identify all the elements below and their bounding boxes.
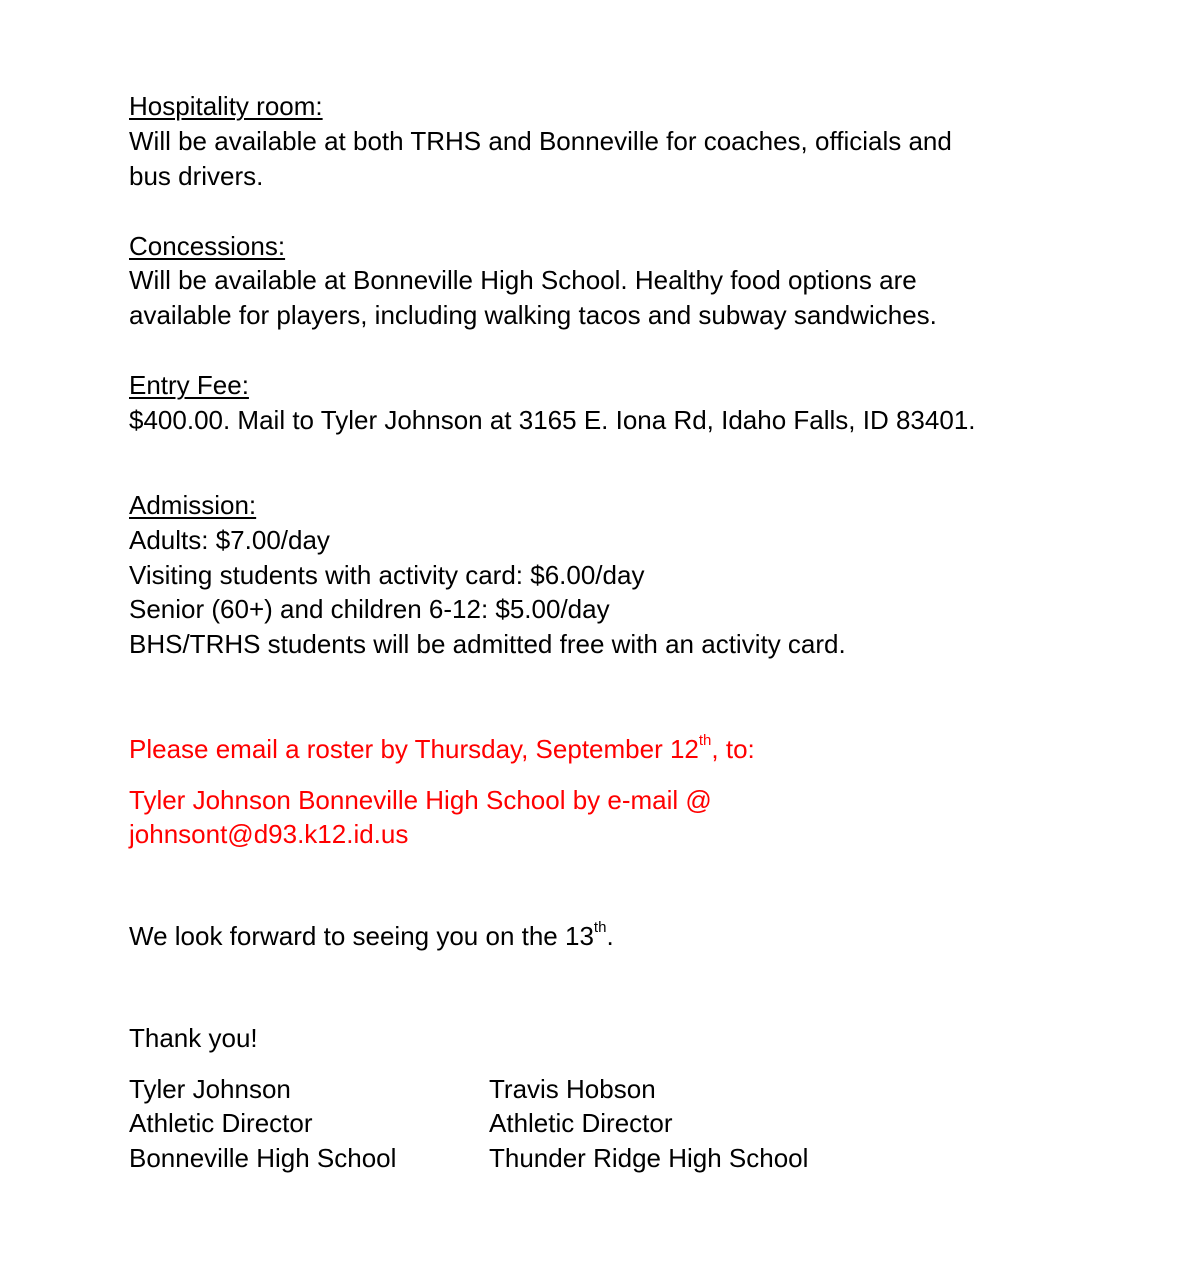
roster-contact-email: johnsont@d93.k12.id.us <box>129 819 409 849</box>
admission-home-students: BHS/TRHS students will be admitted free with an activity card. <box>129 629 846 659</box>
roster-request-tail: , to: <box>711 734 755 764</box>
signature-left-school: Bonneville High School <box>129 1143 397 1173</box>
thank-you: Thank you! <box>129 1023 258 1053</box>
signature-right-title: Athletic Director <box>489 1108 673 1138</box>
hospitality-text-line-2: bus drivers. <box>129 161 264 191</box>
hospitality-heading: Hospitality room: <box>129 91 323 121</box>
closing-message-tail: . <box>606 921 614 951</box>
admission-adults: Adults: $7.00/day <box>129 525 330 555</box>
roster-request-text: Please email a roster by Thursday, September 12 <box>129 734 699 764</box>
roster-request <box>129 732 755 767</box>
signature-left-title: Athletic Director <box>129 1108 313 1138</box>
signature-right-name: Travis Hobson <box>489 1074 656 1104</box>
closing-message <box>129 919 614 954</box>
signature-left-name: Tyler Johnson <box>129 1074 291 1104</box>
closing-message-text: We look forward to seeing you on the 13 <box>129 921 594 951</box>
admission-visiting-students: Visiting students with activity card: $6.00/day <box>129 560 645 590</box>
concessions-text-line-2: available for players, including walking tacos and subway sandwiches. <box>129 300 937 330</box>
roster-contact-line-1: Tyler Johnson Bonneville High School by e-mail @ <box>129 785 712 815</box>
hospitality-text-line-1: Will be available at both TRHS and Bonneville for coaches, officials and <box>129 126 952 156</box>
concessions-text-line-1: Will be available at Bonneville High School. Healthy food options are <box>129 265 917 295</box>
concessions-heading: Concessions: <box>129 231 286 261</box>
roster-request-ordinal: th <box>698 732 712 750</box>
closing-message-ordinal: th <box>593 919 607 937</box>
entry-fee-text: $400.00. Mail to Tyler Johnson at 3165 E. Iona Rd, Idaho Falls, ID 83401. <box>129 405 976 435</box>
admission-heading: Admission: <box>129 490 257 520</box>
signature-right-school: Thunder Ridge High School <box>489 1143 809 1173</box>
entry-fee-heading: Entry Fee: <box>129 370 249 400</box>
admission-seniors-children: Senior (60+) and children 6-12: $5.00/day <box>129 594 610 624</box>
